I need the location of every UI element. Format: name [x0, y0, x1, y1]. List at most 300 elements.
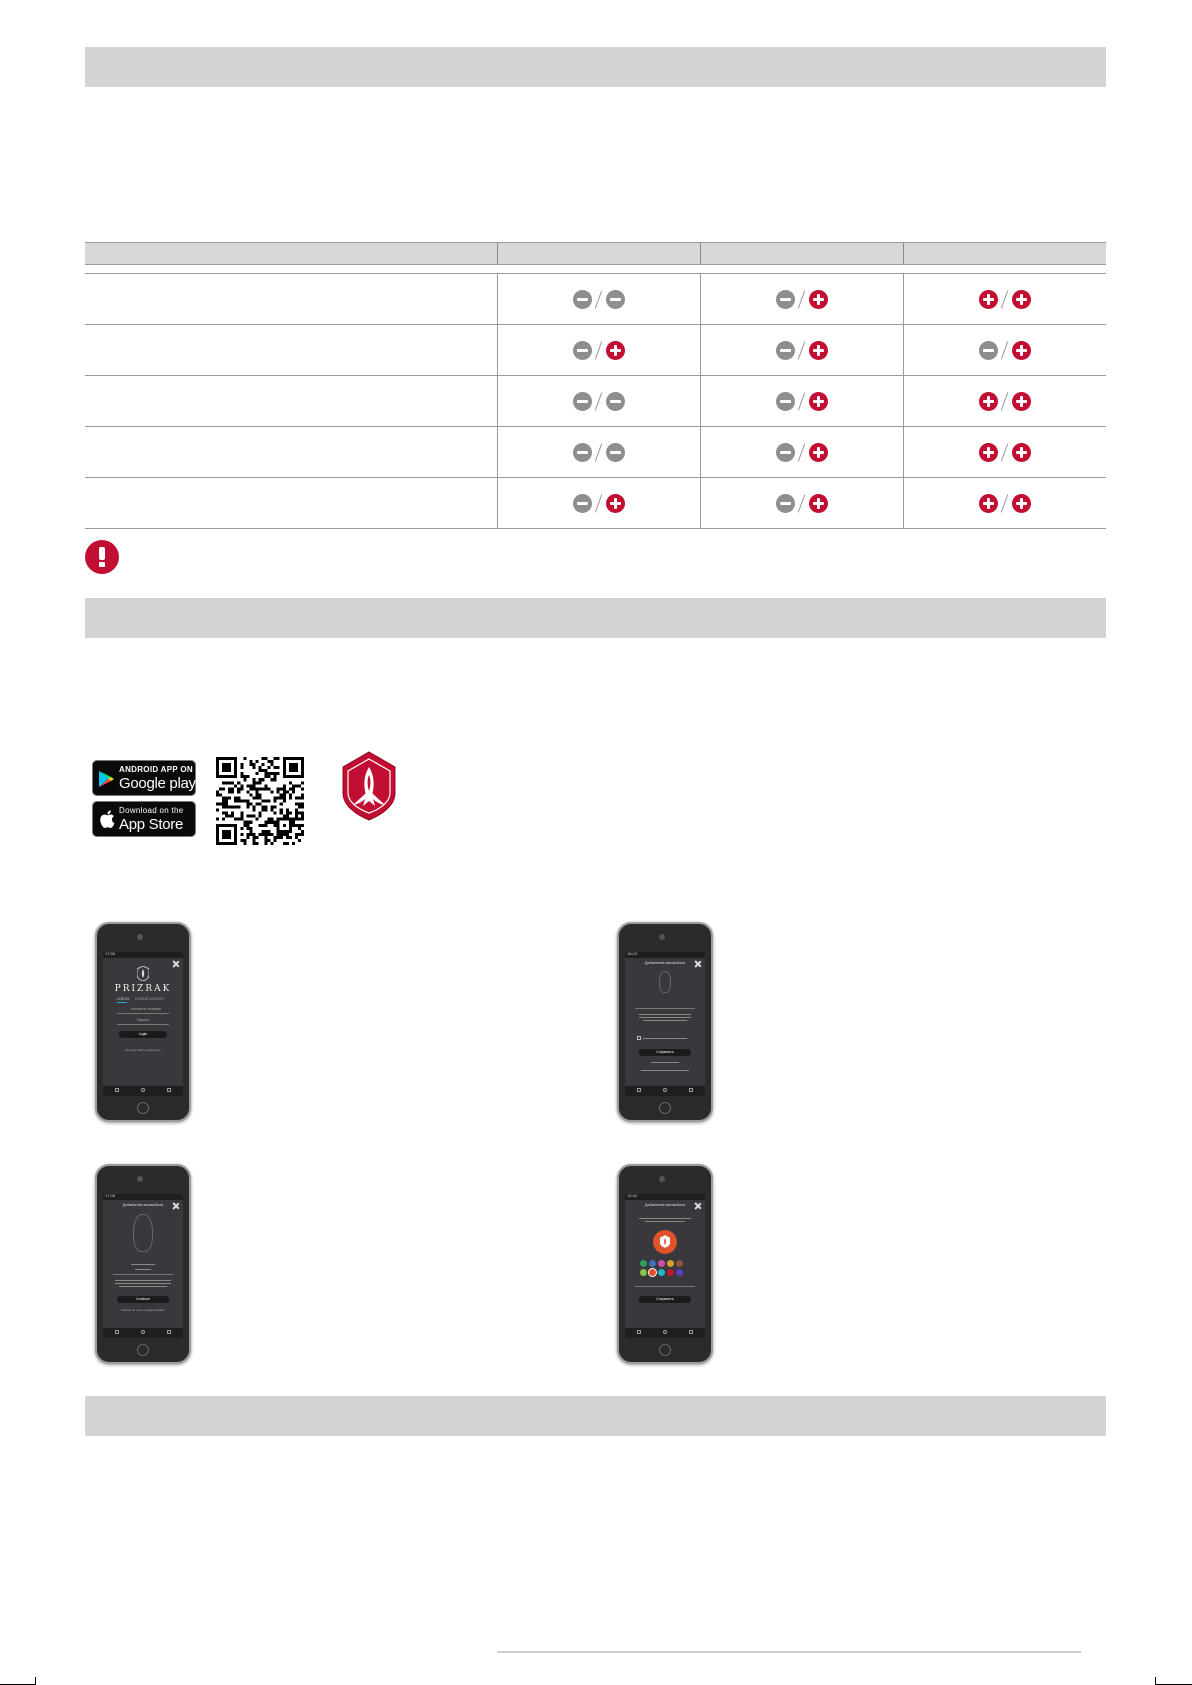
qr-module	[249, 833, 252, 836]
qr-module	[286, 790, 289, 793]
slash-separator	[798, 290, 806, 308]
text-line	[643, 1020, 687, 1021]
text-line	[639, 1017, 691, 1018]
qr-module	[301, 824, 304, 827]
phone-screen	[103, 952, 183, 1096]
qr-module	[295, 803, 298, 806]
qr-module	[271, 772, 274, 775]
home-nav-icon[interactable]	[663, 1330, 667, 1334]
status-bar	[625, 952, 705, 958]
status-pair	[573, 392, 625, 411]
qr-module	[228, 806, 231, 809]
qr-module	[262, 830, 265, 833]
qr-module	[243, 799, 246, 802]
qr-module	[268, 799, 271, 802]
continue-button[interactable]	[117, 1296, 169, 1303]
table-row	[85, 274, 1106, 325]
qr-module	[280, 836, 283, 839]
home-nav-icon[interactable]	[141, 1330, 145, 1334]
qr-module	[268, 830, 271, 833]
qr-module	[252, 809, 255, 812]
qr-module	[274, 778, 277, 781]
section-header-2	[85, 598, 1106, 638]
qr-module	[298, 806, 301, 809]
qr-module	[298, 784, 301, 787]
qr-module	[237, 806, 240, 809]
slash-separator	[595, 290, 603, 308]
qr-module	[237, 787, 240, 790]
text-line	[645, 1221, 685, 1222]
qr-module	[286, 812, 289, 815]
qr-module	[268, 760, 271, 763]
qr-module	[289, 796, 292, 799]
slash-separator	[595, 443, 603, 461]
qr-module	[231, 806, 234, 809]
qr-module	[283, 799, 286, 802]
qr-module	[246, 815, 249, 818]
minus-circle-icon	[776, 341, 795, 360]
qr-module	[265, 836, 268, 839]
qr-module	[295, 812, 298, 815]
qr-module	[265, 772, 268, 775]
color-swatch[interactable]	[667, 1260, 674, 1267]
status-time: 15:40	[627, 1194, 638, 1198]
recents-icon[interactable]	[167, 1088, 171, 1092]
table-header-cell	[903, 243, 1106, 264]
screen-title: Добавление автомобиля	[644, 1203, 686, 1207]
qr-module	[268, 766, 271, 769]
qr-module	[252, 833, 255, 836]
status-pair	[979, 392, 1031, 411]
back-icon[interactable]	[115, 1088, 119, 1092]
qr-module	[274, 824, 277, 827]
qr-module	[252, 842, 255, 845]
qr-module	[243, 775, 246, 778]
qr-module	[292, 790, 295, 793]
qr-module	[231, 815, 234, 818]
qr-module	[225, 806, 228, 809]
qr-module	[240, 839, 243, 842]
phone-field[interactable]: Контакты телефон	[131, 1007, 162, 1011]
plus-circle-icon	[809, 494, 828, 513]
minus-circle-icon	[573, 494, 592, 513]
qr-module	[274, 839, 277, 842]
back-icon[interactable]	[637, 1088, 641, 1092]
qr-module	[283, 784, 286, 787]
qr-module	[258, 833, 261, 836]
qr-module	[271, 833, 274, 836]
qr-module	[240, 763, 243, 766]
link-line	[641, 1070, 689, 1071]
phone-mockup-car-confirm	[95, 1164, 191, 1364]
footer-rule	[497, 1651, 1081, 1653]
qr-module	[246, 833, 249, 836]
slash-separator	[798, 341, 806, 359]
qr-module	[265, 809, 268, 812]
status-cell	[497, 478, 700, 528]
qr-module	[274, 766, 277, 769]
qr-module	[289, 787, 292, 790]
qr-module	[249, 830, 252, 833]
row-label	[85, 376, 497, 426]
qr-module	[240, 799, 243, 802]
password-field[interactable]: Пароль	[137, 1018, 150, 1022]
minus-circle-icon	[606, 443, 625, 462]
qr-module	[301, 793, 304, 796]
qr-module	[240, 766, 243, 769]
qr-module	[292, 842, 295, 845]
qr-module	[249, 821, 252, 824]
phone-screen	[625, 1194, 705, 1338]
qr-module	[249, 827, 252, 830]
qr-module	[265, 842, 268, 845]
qr-module	[222, 799, 225, 802]
android-nav-bar	[103, 1086, 183, 1096]
qr-module	[283, 842, 286, 845]
qr-module	[252, 784, 255, 787]
plus-circle-icon	[1012, 290, 1031, 309]
qr-module	[258, 815, 261, 818]
qr-module	[283, 824, 286, 827]
status-cell	[700, 376, 903, 426]
qr-module	[258, 803, 261, 806]
qr-module	[283, 833, 286, 836]
qr-module	[268, 787, 271, 790]
qr-module	[222, 818, 225, 821]
qr-module	[234, 806, 237, 809]
table-row	[85, 478, 1106, 529]
qr-module	[216, 803, 219, 806]
status-pair	[776, 290, 828, 309]
qr-module	[225, 815, 228, 818]
qr-module	[262, 757, 265, 760]
qr-module	[255, 803, 258, 806]
text-line	[119, 1286, 167, 1287]
prizrak-logo-icon	[137, 966, 149, 981]
qr-module	[246, 827, 249, 830]
qr-module	[225, 812, 228, 815]
phone-home-button	[137, 1344, 149, 1356]
qr-module	[216, 818, 219, 821]
qr-module	[289, 781, 292, 784]
qr-module	[240, 775, 243, 778]
color-swatch[interactable]	[658, 1260, 665, 1267]
qr-module	[271, 778, 274, 781]
qr-module	[289, 763, 298, 772]
qr-module	[283, 796, 286, 799]
qr-module	[258, 769, 261, 772]
login-button-label: Login	[138, 1032, 148, 1036]
qr-module	[258, 812, 261, 815]
status-time: 17:08	[105, 1194, 116, 1198]
status-bar	[625, 1194, 705, 1200]
qr-module	[286, 836, 289, 839]
status-pair	[776, 341, 828, 360]
qr-module	[268, 775, 271, 778]
home-nav-icon[interactable]	[663, 1088, 667, 1092]
phone-camera	[137, 934, 143, 940]
text-line	[135, 1269, 151, 1270]
minus-circle-icon	[573, 392, 592, 411]
slash-separator	[1001, 341, 1009, 359]
color-swatch[interactable]	[667, 1269, 674, 1276]
color-swatch-selected[interactable]	[649, 1269, 656, 1276]
plus-circle-icon	[979, 494, 998, 513]
qr-module	[277, 787, 280, 790]
plus-circle-icon	[606, 494, 625, 513]
google-play-badge[interactable]	[92, 760, 196, 796]
qr-module	[240, 818, 243, 821]
qr-module	[298, 812, 301, 815]
color-swatch[interactable]	[676, 1269, 683, 1276]
qr-module	[262, 806, 265, 809]
qr-module	[228, 815, 231, 818]
qr-module	[249, 787, 252, 790]
table-header-cell	[497, 243, 700, 264]
status-cell	[497, 376, 700, 426]
screen-title: Добавление автомобиля	[122, 1203, 164, 1207]
back-icon[interactable]	[115, 1330, 119, 1334]
qr-module	[240, 784, 243, 787]
qr-module	[222, 806, 225, 809]
plus-circle-icon	[979, 443, 998, 462]
slash-separator	[595, 392, 603, 410]
minus-circle-icon	[606, 290, 625, 309]
table-header	[85, 242, 1106, 265]
status-cell	[497, 427, 700, 477]
app-store-small: Download on the	[119, 806, 184, 815]
plus-circle-icon	[1012, 392, 1031, 411]
table-row	[85, 325, 1106, 376]
qr-module	[298, 827, 301, 830]
plus-circle-icon	[606, 341, 625, 360]
qr-module	[286, 815, 289, 818]
back-icon[interactable]	[637, 1330, 641, 1334]
qr-module	[246, 836, 249, 839]
qr-module	[222, 781, 225, 784]
status-pair	[979, 443, 1031, 462]
divider	[113, 1274, 173, 1275]
status-cell	[700, 325, 903, 375]
brand-name: PRIZRAK	[114, 984, 172, 994]
phone-home-button	[659, 1344, 671, 1356]
note-text: Кнопка по полю предустановки	[121, 1308, 165, 1312]
minus-circle-icon	[573, 443, 592, 462]
qr-module	[249, 803, 252, 806]
continue-button-label: Continue	[135, 1297, 150, 1301]
row-label	[85, 325, 497, 375]
status-bar	[103, 1194, 183, 1200]
close-icon[interactable]	[172, 960, 180, 968]
qr-module	[271, 809, 274, 812]
qr-module	[295, 836, 298, 839]
qr-module	[255, 787, 258, 790]
status-cell	[903, 376, 1106, 426]
recents-icon[interactable]	[689, 1330, 693, 1334]
qr-module	[249, 760, 252, 763]
save-button[interactable]	[639, 1049, 691, 1056]
qr-module	[301, 830, 304, 833]
qr-module	[295, 809, 298, 812]
tab-new-account[interactable]: НОВЫЙ АККАУНТ	[135, 997, 165, 1001]
minus-circle-icon	[776, 494, 795, 513]
plus-circle-icon	[1012, 443, 1031, 462]
qr-module	[246, 784, 249, 787]
qr-module	[265, 775, 268, 778]
qr-module	[237, 790, 240, 793]
qr-module	[292, 824, 295, 827]
phone-camera	[137, 1176, 143, 1182]
phone-home-button	[137, 1102, 149, 1114]
qr-module	[222, 763, 231, 772]
crop-mark-left-tick	[35, 1677, 36, 1685]
car-outline-icon	[659, 971, 671, 993]
qr-module	[237, 799, 240, 802]
status-pair	[979, 341, 1031, 360]
text-line	[639, 1218, 691, 1219]
app-store-big: App Store	[119, 816, 184, 833]
status-cell	[903, 478, 1106, 528]
qr-module	[243, 839, 246, 842]
qr-module	[289, 812, 292, 815]
tab-login[interactable]: LOG IN	[117, 997, 129, 1001]
qr-module	[295, 784, 298, 787]
qr-module	[295, 833, 298, 836]
qr-module	[271, 760, 274, 763]
qr-module	[265, 799, 268, 802]
status-bar	[103, 952, 183, 958]
qr-module	[243, 821, 246, 824]
qr-module	[298, 833, 301, 836]
input-line	[635, 1008, 695, 1009]
color-swatch[interactable]	[649, 1260, 656, 1267]
android-nav-bar	[103, 1328, 183, 1338]
qr-module	[301, 787, 304, 790]
qr-module	[252, 778, 255, 781]
slash-separator	[1001, 494, 1009, 512]
qr-module	[274, 796, 277, 799]
prizrak-logo-icon	[660, 1235, 670, 1248]
qr-module	[286, 842, 289, 845]
save-button[interactable]	[639, 1296, 691, 1303]
car-outline-icon	[133, 1214, 153, 1252]
save-button-label: Сохранить	[656, 1297, 674, 1301]
slash-separator	[798, 494, 806, 512]
qr-module	[283, 790, 286, 793]
slash-separator	[1001, 443, 1009, 461]
plus-circle-icon	[979, 392, 998, 411]
qr-module	[277, 790, 280, 793]
phone-camera	[659, 1176, 665, 1182]
qr-module	[271, 806, 274, 809]
recents-icon[interactable]	[167, 1330, 171, 1334]
color-swatch[interactable]	[658, 1269, 665, 1276]
color-swatch[interactable]	[676, 1260, 683, 1267]
minus-circle-icon	[573, 341, 592, 360]
qr-module	[255, 818, 258, 821]
app-store-badge[interactable]	[92, 801, 196, 837]
qr-module	[258, 781, 261, 784]
qr-module	[252, 839, 255, 842]
minus-circle-icon	[776, 443, 795, 462]
qr-module	[262, 833, 265, 836]
qr-module	[262, 824, 265, 827]
qr-module	[246, 799, 249, 802]
row-label	[85, 427, 497, 477]
phone-screen	[103, 1194, 183, 1338]
qr-module	[268, 821, 271, 824]
qr-module	[246, 803, 249, 806]
qr-module	[265, 769, 268, 772]
qr-module	[258, 796, 261, 799]
minus-circle-icon	[776, 392, 795, 411]
plus-circle-icon	[979, 290, 998, 309]
agree-checkbox[interactable]	[637, 1036, 641, 1040]
recents-icon[interactable]	[689, 1088, 693, 1092]
table-header-cell	[700, 243, 903, 264]
color-swatch[interactable]	[640, 1260, 647, 1267]
qr-module	[262, 787, 265, 790]
qr-module	[274, 836, 277, 839]
qr-module	[237, 781, 240, 784]
link-line	[651, 1062, 679, 1063]
qr-module	[289, 836, 292, 839]
qr-module	[234, 818, 237, 821]
qr-module	[301, 833, 304, 836]
qr-code-icon	[216, 757, 304, 845]
minus-circle-icon	[776, 290, 795, 309]
qr-module	[301, 803, 304, 806]
qr-module	[286, 833, 289, 836]
home-nav-icon[interactable]	[141, 1088, 145, 1092]
qr-module	[262, 763, 265, 766]
password-field-line	[117, 1024, 169, 1025]
qr-module	[265, 839, 268, 842]
qr-module	[252, 781, 255, 784]
qr-module	[216, 793, 219, 796]
qr-module	[298, 818, 301, 821]
color-swatch[interactable]	[640, 1269, 647, 1276]
qr-module	[252, 815, 255, 818]
qr-module	[283, 793, 286, 796]
qr-module	[255, 793, 258, 796]
qr-module	[255, 781, 258, 784]
qr-module	[295, 815, 298, 818]
qr-module	[249, 793, 252, 796]
qr-module	[280, 812, 283, 815]
qr-module	[265, 833, 268, 836]
qr-module	[234, 799, 237, 802]
divider	[635, 1286, 695, 1287]
qr-module	[252, 806, 255, 809]
qr-module	[280, 803, 283, 806]
qr-module	[255, 760, 258, 763]
status-cell	[700, 274, 903, 324]
qr-module	[246, 806, 249, 809]
qr-module	[252, 796, 255, 799]
qr-module	[255, 836, 258, 839]
minus-circle-icon	[606, 392, 625, 411]
nav-buttons	[115, 1330, 171, 1336]
status-cell	[497, 274, 700, 324]
row-label	[85, 478, 497, 528]
forgot-link[interactable]: Не могу войти в аккаунт?	[125, 1048, 161, 1052]
login-button[interactable]	[119, 1031, 167, 1038]
qr-module	[216, 790, 219, 793]
qr-module	[292, 784, 295, 787]
apple-icon	[99, 809, 115, 829]
status-cell	[903, 427, 1106, 477]
